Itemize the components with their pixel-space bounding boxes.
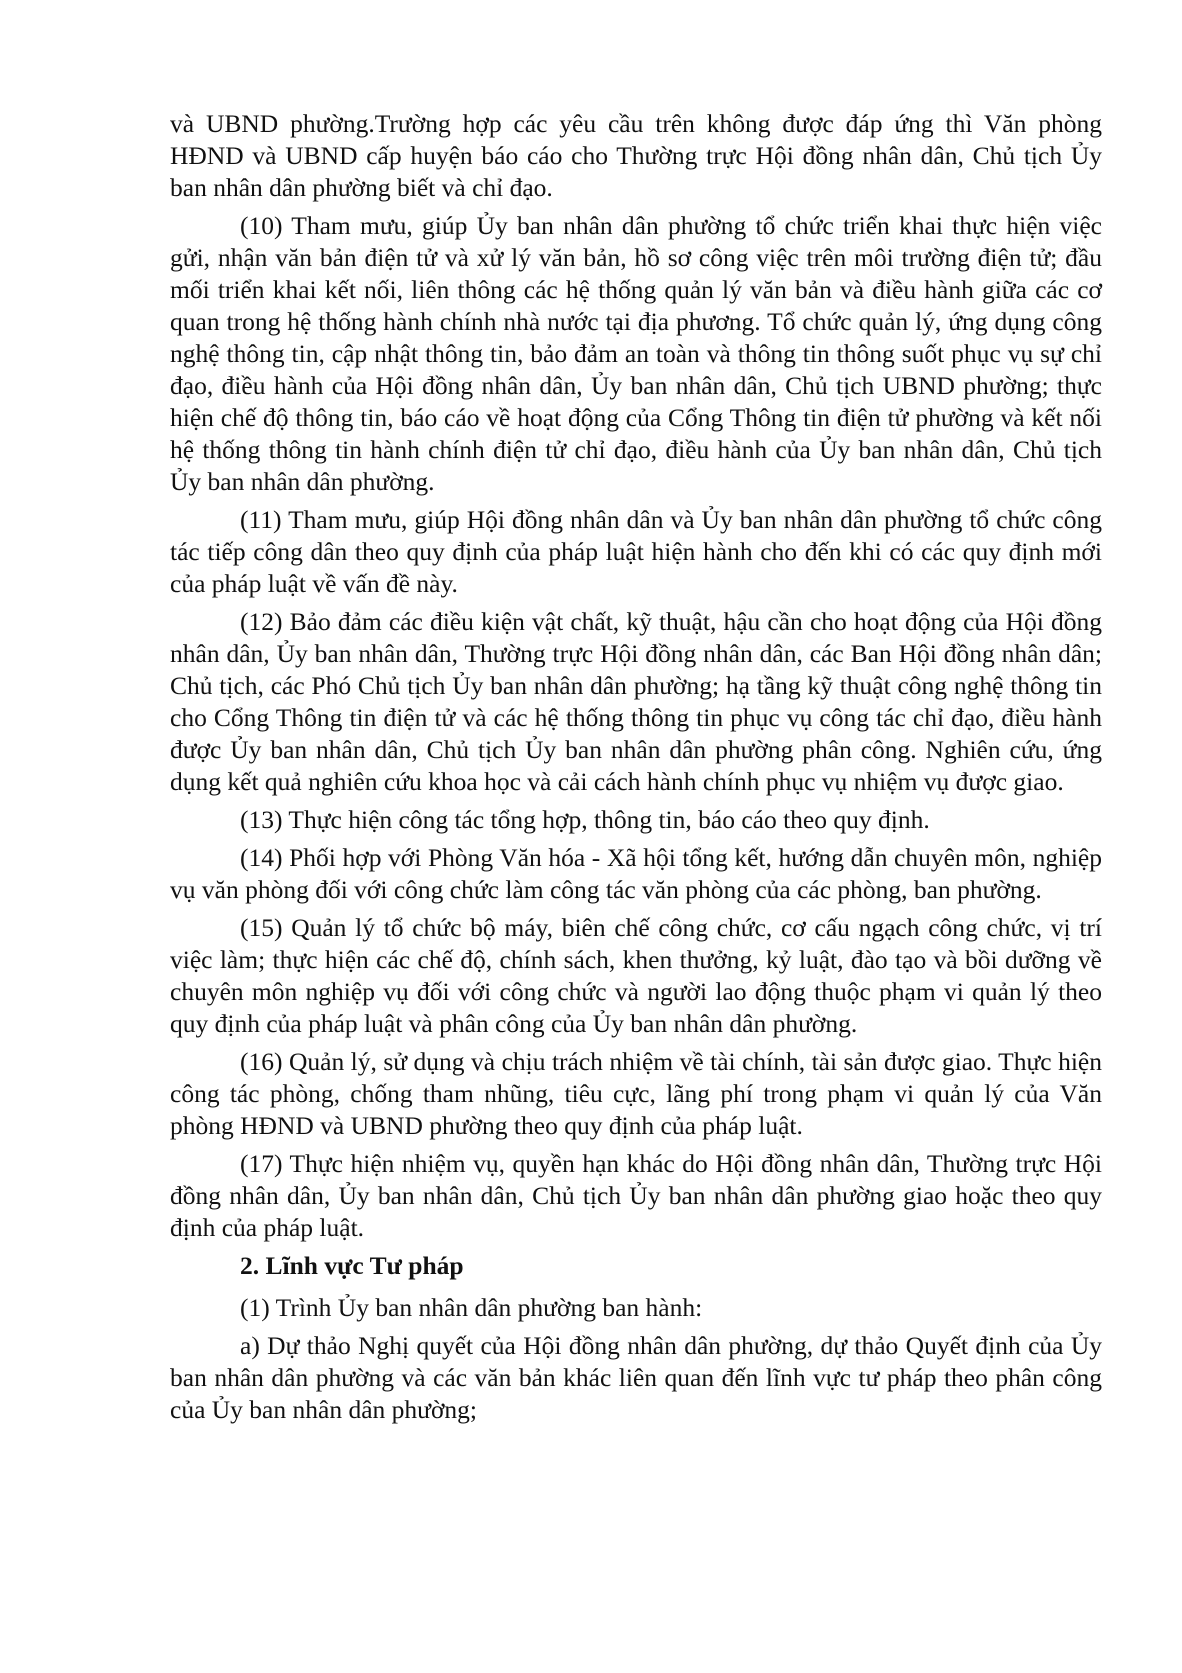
paragraph-item-15: (15) Quản lý tổ chức bộ máy, biên chế công chức, cơ cấu ngạch công chức, vị trí việc làm; thực hiện các chế độ, chính sách, khen thưởng, kỷ luật, đào tạo và bồi dưỡng về chuyên môn nghiệp vụ đối với công chức và người lao động thuộc phạm vi quản lý theo quy định của pháp luật và phân công của Ủy ban nhân dân phường. xyxy=(170,913,1102,1038)
paragraph-item-16: (16) Quản lý, sử dụng và chịu trách nhiệm về tài chính, tài sản được giao. Thực hiện công tác phòng, chống tham nhũng, tiêu cực, lãng phí trong phạm vi quản lý của Văn phòng HĐND và UBND phường theo quy định của pháp luật. xyxy=(170,1047,1102,1140)
paragraph-continuation: và UBND phường.Trường hợp các yêu cầu trên không được đáp ứng thì Văn phòng HĐND và UBND cấp huyện báo cáo cho Thường trực Hội đồng nhân dân, Chủ tịch Ủy ban nhân dân phường biết và chỉ đạo. xyxy=(170,109,1102,202)
paragraph-item-17: (17) Thực hiện nhiệm vụ, quyền hạn khác do Hội đồng nhân dân, Thường trực Hội đồng nhân dân, Ủy ban nhân dân, Chủ tịch Ủy ban nhân dân phường giao hoặc theo quy định của pháp luật. xyxy=(170,1149,1102,1242)
paragraph-item-14: (14) Phối hợp với Phòng Văn hóa - Xã hội tổng kết, hướng dẫn chuyên môn, nghiệp vụ văn phòng đối với công chức làm công tác văn phòng của các phòng, ban phường. xyxy=(170,843,1102,904)
document-page xyxy=(170,108,1102,1432)
section-heading: 2. Lĩnh vực Tư pháp xyxy=(240,1251,464,1280)
section-paragraph-1a: a) Dự thảo Nghị quyết của Hội đồng nhân dân phường, dự thảo Quyết định của Ủy ban nhân dân phường và các văn bản khác liên quan đến lĩnh vực tư pháp theo phân công của Ủy ban nhân dân phường; xyxy=(170,1331,1102,1424)
section-paragraph-1: (1) Trình Ủy ban nhân dân phường ban hành: xyxy=(240,1293,703,1322)
paragraph-item-13: (13) Thực hiện công tác tổng hợp, thông tin, báo cáo theo quy định. xyxy=(240,805,930,834)
paragraph-item-10: (10) Tham mưu, giúp Ủy ban nhân dân phường tổ chức triển khai thực hiện việc gửi, nhận văn bản điện tử và xử lý văn bản, hồ sơ công việc trên môi trường điện tử; đầu mối triển khai kết nối, liên thông các hệ thống quản lý văn bản và điều hành giữa các cơ quan trong hệ thống hành chính nhà nước tại địa phương. Tổ chức quản lý, ứng dụng công nghệ thông tin, cập nhật thông tin, bảo đảm an toàn và thông tin thông suốt phục vụ sự chỉ đạo, điều hành của Hội đồng nhân dân, Ủy ban nhân dân, Chủ tịch UBND phường; thực hiện chế độ thông tin, báo cáo về hoạt động của Cổng Thông tin điện tử phường và kết nối hệ thống thông tin hành chính điện tử chỉ đạo, điều hành của Ủy ban nhân dân, Chủ tịch Ủy ban nhân dân phường. xyxy=(170,211,1102,496)
paragraph-item-12: (12) Bảo đảm các điều kiện vật chất, kỹ thuật, hậu cần cho hoạt động của Hội đồng nhân dân, Ủy ban nhân dân, Thường trực Hội đồng nhân dân, các Ban Hội đồng nhân dân; Chủ tịch, các Phó Chủ tịch Ủy ban nhân dân phường; hạ tầng kỹ thuật công nghệ thông tin cho Cổng Thông tin điện tử và các hệ thống thông tin phục vụ công tác chỉ đạo, điều hành được Ủy ban nhân dân, Chủ tịch Ủy ban nhân dân phường phân công. Nghiên cứu, ứng dụng kết quả nghiên cứu khoa học và cải cách hành chính phục vụ nhiệm vụ được giao. xyxy=(170,607,1102,796)
paragraph-item-11: (11) Tham mưu, giúp Hội đồng nhân dân và Ủy ban nhân dân phường tổ chức công tác tiếp công dân theo quy định của pháp luật hiện hành cho đến khi có các quy định mới của pháp luật về vấn đề này. xyxy=(170,505,1102,598)
